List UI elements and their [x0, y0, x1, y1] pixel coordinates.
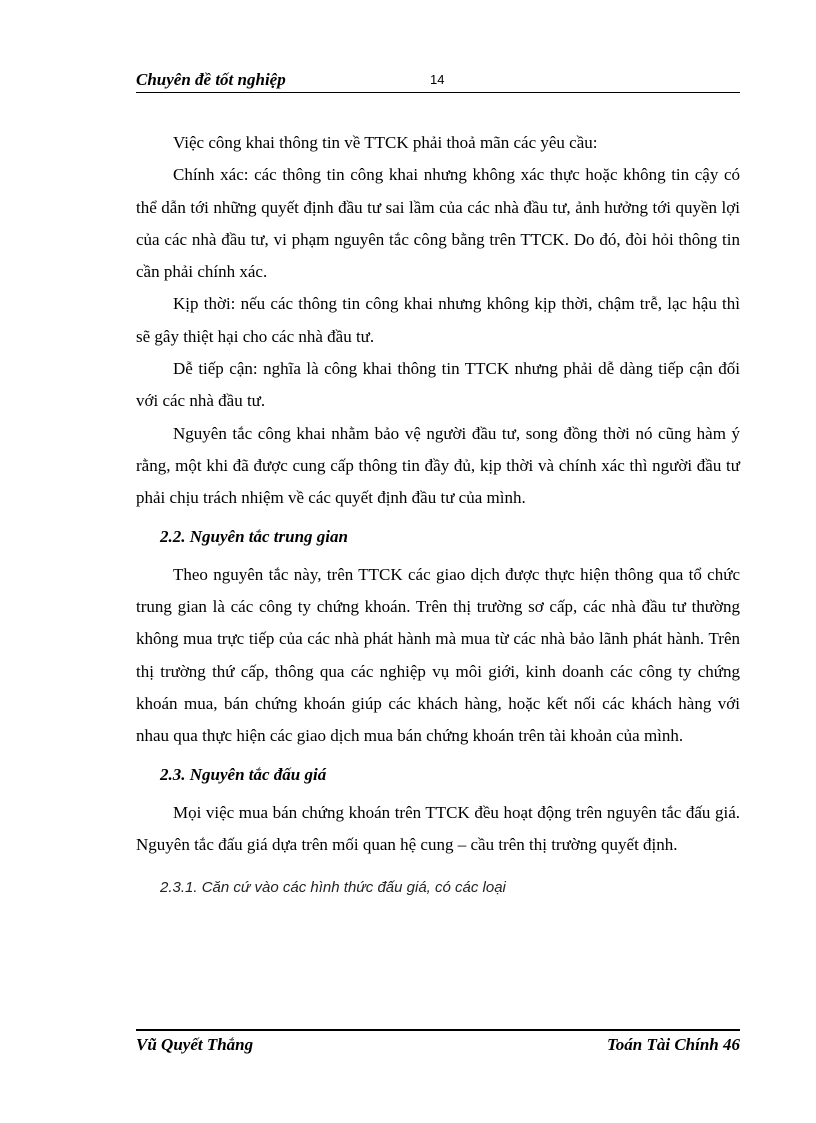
subsection-heading-2-3-1: 2.3.1. Căn cứ vào các hình thức đấu giá, có các loại — [160, 878, 506, 896]
paragraph-intro: Việc công khai thông tin về TTCK phải thoả mãn các yêu cầu: — [173, 133, 598, 152]
footer-author: Vũ Quyết Thắng — [136, 1035, 254, 1054]
header-title: Chuyên đề tốt nghiệp — [136, 70, 286, 89]
footer-class: Toán Tài Chính 46 — [606, 1035, 740, 1054]
section-heading-2-2: 2.2. Nguyên tắc trung gian — [160, 526, 348, 546]
paragraph-timeliness: Kịp thời: nếu các thông tin công khai nhưng không kịp thời, chậm trễ, lạc hậu thì sẽ gây thiệt hại cho các nhà đầu tư. — [136, 294, 740, 346]
document-body — [136, 127, 740, 904]
footer-divider — [136, 1029, 740, 1031]
header-divider — [136, 92, 740, 93]
paragraph-disclosure-principle: Nguyên tắc công khai nhằm bảo vệ người đầu tư, song đồng thời nó cũng hàm ý rằng, một khi đã được cung cấp thông tin đầy đủ, kịp thời và chính xác thì người đầu tư phải chịu trách nhiệm về các quyết định đầu tư của mình. — [136, 423, 740, 508]
section-heading-2-3: 2.3. Nguyên tắc đấu giá — [160, 764, 327, 784]
paragraph-auction: Mọi việc mua bán chứng khoán trên TTCK đều hoạt động trên nguyên tắc đấu giá. Nguyên tắc đấu giá dựa trên mối quan hệ cung – cầu trên thị trường quyết định. — [136, 802, 740, 855]
paragraph-intermediary: Theo nguyên tắc này, trên TTCK các giao dịch được thực hiện thông qua tổ chức trung gian là các công ty chứng khoán. Trên thị trường sơ cấp, các nhà đầu tư thường không mua trực tiếp của các nhà phát hành mà mua từ các nhà bảo lãnh phát hành. Trên thị trường thứ cấp, thông qua các nghiệp vụ môi giới, kinh doanh các công ty chứng khoán mua, bán chứng khoán giúp các khách hàng, hoặc kết nối các khách hàng với nhau qua thực hiện các giao dịch mua bán chứng khoán trên tài khoản của mình. — [136, 564, 740, 746]
page-number: 14 — [430, 72, 445, 87]
paragraph-accessibility: Dễ tiếp cận: nghĩa là công khai thông tin TTCK nhưng phải dễ dàng tiếp cận đối với các nhà đầu tư. — [136, 359, 740, 411]
paragraph-accuracy: Chính xác: các thông tin công khai nhưng không xác thực hoặc không tin cậy có thể dẫn tới những quyết định đầu tư sai lầm của các nhà đầu tư, ảnh hưởng tới quyền lợi của các nhà đầu tư, vi phạm nguyên tắc công bằng trên TTCK. Do đó, đòi hỏi thông tin cần phải chính xác. — [136, 165, 740, 282]
page-header — [136, 68, 740, 92]
